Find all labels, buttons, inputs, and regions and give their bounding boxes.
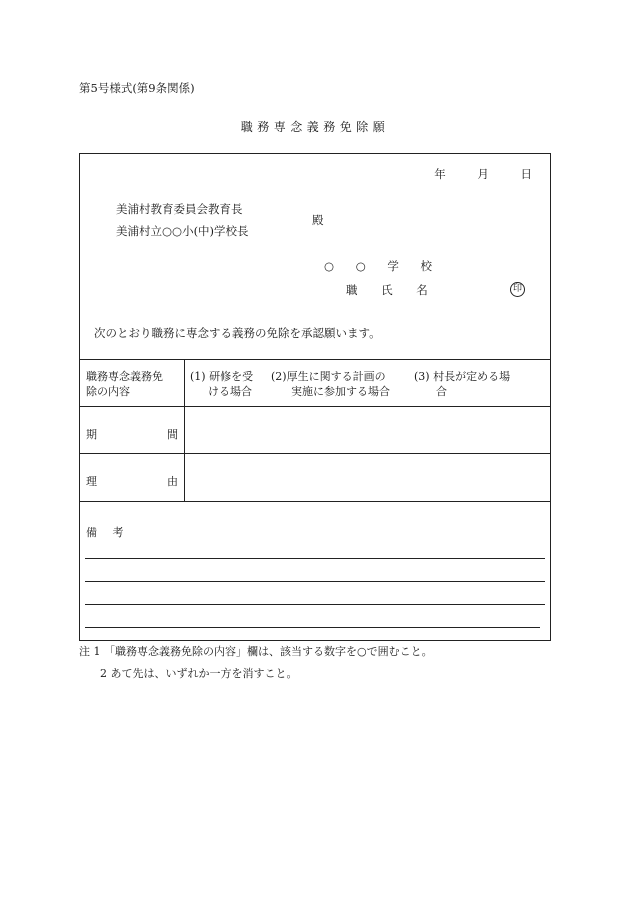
period-label (86, 426, 178, 442)
reason-label-char2: 由 (167, 475, 178, 488)
divider (80, 359, 550, 360)
note-2-text: 2 あて先は、いずれか一方を消すこと。 (100, 667, 298, 680)
applicant-name-label: 職 氏 名 (346, 283, 438, 297)
remarks-line (85, 558, 545, 559)
applicant-school: ○ ○ 学 校 (324, 259, 442, 273)
divider (80, 501, 550, 502)
remarks-line (85, 581, 545, 582)
reason-label (86, 473, 178, 489)
note-1: 注 1 「職務専念義務免除の内容」欄は、該当する数字を○で囲むこと。 (79, 645, 433, 658)
option-1-line2: ける場合 (208, 385, 252, 398)
honorific: 殿 (312, 213, 324, 227)
addressee-line-2: 美浦村立○○小(中)学校長 (116, 224, 249, 238)
remarks-label: 備 考 (86, 526, 130, 539)
date-day-label: 日 (520, 167, 532, 181)
content-label (86, 369, 163, 399)
date-row (406, 169, 532, 181)
addressee-line-1: 美浦村教育委員会教育長 (116, 202, 243, 216)
note-2 (79, 668, 298, 679)
form-title: 職務専念義務免除願 (240, 120, 390, 134)
date-year-label: 年 (434, 167, 446, 181)
option-1-line1: (1) 研修を受 (190, 370, 254, 383)
application-form (79, 153, 551, 641)
remarks-line (85, 627, 540, 628)
form-number-label: 第5号様式(第9条関係) (79, 81, 195, 95)
period-label-char2: 間 (167, 428, 178, 441)
option-3-line2: 合 (436, 385, 447, 398)
option-2-line1: (2)厚生に関する計画の (271, 370, 386, 383)
option-1[interactable] (190, 369, 253, 399)
option-2-line2: 実施に参加する場合 (291, 385, 390, 398)
divider (80, 453, 550, 454)
option-3[interactable] (414, 369, 510, 399)
content-label-line2: 除の内容 (86, 385, 130, 398)
option-2[interactable] (271, 369, 390, 399)
reason-label-char1: 理 (86, 475, 97, 488)
date-month-label: 月 (477, 167, 489, 181)
remarks-line (85, 604, 545, 605)
column-divider (184, 359, 185, 501)
option-3-line1: (3) 村長が定める場 (414, 370, 511, 383)
divider (80, 406, 550, 407)
content-label-line1: 職務専念義務免 (86, 370, 163, 383)
period-label-char1: 期 (86, 428, 97, 441)
request-text: 次のとおり職務に専念する義務の免除を承認願います。 (94, 326, 381, 340)
seal-mark: 印 (510, 282, 525, 297)
